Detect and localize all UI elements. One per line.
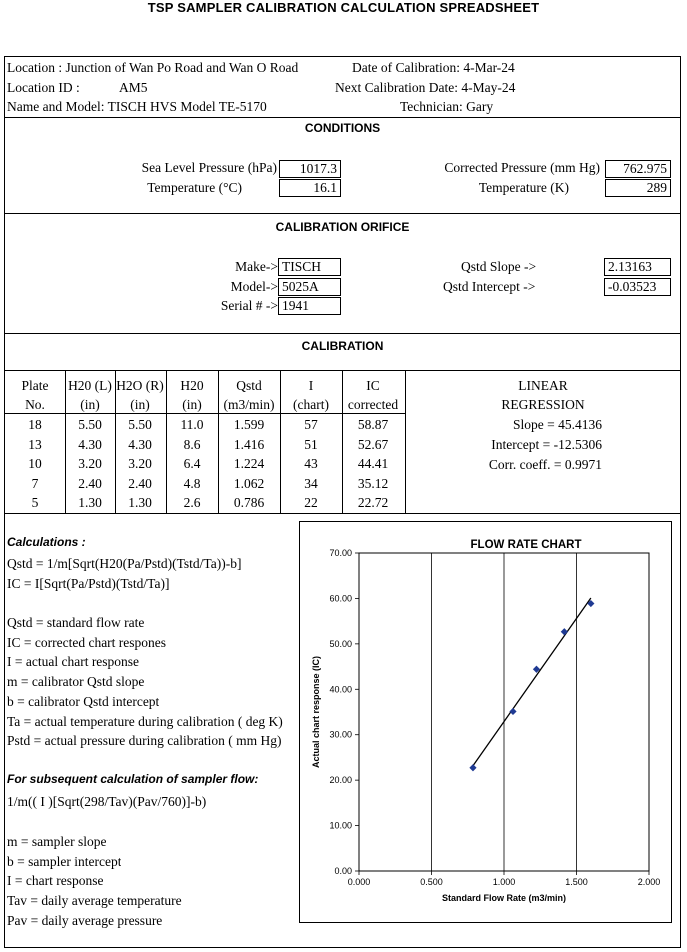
corrected-pressure-value: 762.975: [605, 160, 671, 178]
table-cell: 1.30: [78, 495, 102, 511]
table-cell: 2.6: [183, 495, 201, 511]
sheet-title: TSP SAMPLER CALIBRATION CALCULATION SPREADSHEET: [147, 0, 540, 15]
sea-level-pressure-label: Sea Level Pressure (hPa): [141, 160, 277, 175]
table-header-cell: corrected: [347, 397, 399, 412]
note-line: IC = I[Sqrt(Pa/Pstd)(Tstd/Ta)]: [7, 575, 170, 591]
note-line: Qstd = 1/m[Sqrt(H20(Pa/Pstd)(Tstd/Ta))-b]: [7, 556, 242, 571]
orifice-serial-value: 1941: [278, 297, 341, 315]
table-cell: 34: [304, 475, 318, 491]
divider: [4, 333, 681, 334]
regression-slope: Slope = 45.4136: [513, 417, 602, 432]
table-cell: 18: [28, 417, 42, 432]
divider: [4, 213, 681, 214]
location-text: Location : Junction of Wan Po Road and Wan O Road: [7, 60, 299, 75]
table-cell: 5.50: [78, 417, 102, 432]
table-cell: 4.30: [128, 436, 152, 452]
orifice-model-value: 5025A: [278, 278, 341, 296]
table-header-cell: No.: [25, 397, 45, 412]
y-axis-label: Actual chart response (IC): [311, 655, 321, 769]
table-cell: 44.41: [357, 456, 389, 472]
table-header-cell: (in): [130, 397, 150, 412]
x-axis-label: Standard Flow Rate (m3/min): [441, 893, 567, 903]
table-cell: 57: [304, 417, 318, 432]
note-line: Pstd = actual pressure during calibration ( mm Hg): [7, 733, 282, 749]
table-cell: 1.062: [233, 475, 265, 491]
note-line: Ta = actual temperature during calibration ( deg K): [7, 713, 283, 729]
table-header-cell: (m3/min): [223, 397, 275, 412]
regression-corr-coeff: Corr. coeff. = 0.9971: [488, 457, 602, 472]
table-cell: 22: [304, 495, 318, 511]
note-line: I = chart response: [7, 873, 104, 889]
location-id-label: Location ID :: [7, 80, 80, 95]
x-tick-label: 1.500: [565, 877, 588, 887]
table-cell: 51: [304, 436, 318, 452]
table-cell: 7: [31, 475, 39, 491]
table-cell: 43: [304, 456, 318, 472]
table-header-cell: Qstd: [236, 378, 262, 393]
table-cell: 1.224: [233, 456, 265, 472]
table-cell: 6.4: [183, 456, 201, 472]
table-header-divider: [4, 413, 405, 414]
x-tick-label: 2.000: [637, 877, 661, 887]
divider: [4, 513, 681, 514]
table-cell: 22.72: [357, 495, 389, 511]
corrected-pressure-label: Corrected Pressure (mm Hg): [444, 160, 600, 175]
table-header-cell: (in): [182, 397, 202, 412]
temperature-c-label: Temperature (°C): [147, 180, 242, 195]
y-tick-label: 70.00: [329, 548, 352, 558]
temperature-c-value: 16.1: [279, 179, 341, 197]
x-tick-label: 0.500: [420, 877, 443, 887]
table-header-cell: H20: [180, 378, 204, 393]
table-header-cell: H2O (R): [116, 378, 164, 393]
table-header-cell: (chart): [293, 397, 329, 412]
table-header-cell: I: [308, 378, 314, 393]
table-header-cell: (in): [80, 397, 100, 412]
flow-rate-chart: [299, 521, 672, 923]
next-calibration-date: Next Calibration Date: 4-May-24: [335, 80, 516, 95]
y-tick-label: 0.00: [334, 866, 352, 876]
table-cell: 1.30: [128, 495, 152, 511]
regression-heading-2: REGRESSION: [501, 397, 585, 412]
note-line: b = calibrator Qstd intercept: [7, 693, 160, 709]
table-cell: 2.40: [78, 475, 102, 491]
divider: [4, 117, 681, 118]
table-cell: 5.50: [128, 417, 152, 432]
sampler-flow-formula: 1/m(( I )[Sqrt(298/Tav)(Pav/760)]-b): [7, 794, 207, 809]
y-tick-label: 20.00: [329, 775, 352, 786]
table-cell: 11.0: [180, 417, 204, 432]
temperature-k-label: Temperature (K): [478, 180, 569, 195]
orifice-serial-label: Serial # ->: [220, 298, 278, 313]
table-header-cell: IC: [366, 378, 380, 393]
technician: Technician: Gary: [400, 99, 494, 114]
y-tick-label: 50.00: [329, 638, 352, 649]
table-cell: 35.12: [357, 475, 389, 491]
note-line: m = calibrator Qstd slope: [7, 674, 145, 690]
table-cell: 0.786: [233, 495, 265, 511]
trendline: [473, 598, 591, 766]
orifice-make-label: Make->: [235, 259, 278, 274]
table-cell: 3.20: [78, 456, 102, 472]
table-cell: 2.40: [128, 475, 152, 491]
table-cell: 4.30: [78, 436, 102, 452]
table-cell: 10: [28, 456, 42, 472]
data-point: [509, 708, 516, 715]
y-tick-label: 30.00: [329, 729, 352, 740]
chart-svg: [300, 522, 671, 922]
orifice-model-label: Model->: [230, 279, 278, 294]
table-header-cell: H20 (L): [68, 378, 112, 393]
table-cell: 52.67: [357, 436, 389, 452]
table-cell: 13: [28, 436, 42, 452]
note-line: I = actual chart response: [7, 654, 140, 670]
temperature-k-value: 289: [605, 179, 671, 197]
note-line: b = sampler intercept: [7, 853, 122, 869]
note-line: IC = corrected chart respones: [7, 634, 167, 650]
note-line: Tav = daily average temperature: [7, 893, 182, 909]
qstd-slope-label: Qstd Slope ->: [461, 259, 537, 274]
calibration-date: Date of Calibration: 4-Mar-24: [352, 60, 515, 75]
table-cell: 1.599: [233, 417, 265, 432]
table-cell: 4.8: [183, 475, 201, 491]
qstd-intercept-label: Qstd Intercept ->: [443, 279, 536, 294]
name-model-text: Name and Model: TISCH HVS Model TE-5170: [7, 99, 267, 114]
regression-intercept: Intercept = -12.5306: [491, 437, 602, 452]
table-header-cell: Plate: [21, 378, 49, 393]
note-line: Qstd = standard flow rate: [7, 615, 145, 630]
x-tick-label: 1.000: [492, 877, 516, 887]
calculations-heading: Calculations :: [7, 535, 86, 549]
data-point: [469, 764, 476, 771]
qstd-intercept-value: -0.03523: [604, 278, 671, 296]
chart-title: FLOW RATE CHART: [470, 539, 582, 551]
note-line: m = sampler slope: [7, 834, 107, 849]
qstd-slope-value: 2.13163: [604, 258, 671, 276]
orifice-make-value: TISCH: [278, 258, 341, 276]
y-tick-label: 10.00: [329, 820, 352, 831]
sea-level-pressure-value: 1017.3: [279, 160, 341, 178]
regression-heading-1: LINEAR: [518, 378, 568, 393]
calibration-heading: CALIBRATION: [301, 339, 384, 353]
x-tick-label: 0.000: [347, 877, 371, 887]
subsequent-heading: For subsequent calculation of sampler flow:: [7, 772, 259, 786]
table-cell: 58.87: [357, 417, 389, 432]
table-cell: 5: [31, 495, 39, 511]
y-tick-label: 60.00: [329, 593, 352, 604]
conditions-heading: CONDITIONS: [304, 121, 381, 135]
note-line: Pav = daily average pressure: [7, 912, 163, 928]
y-tick-label: 40.00: [329, 684, 352, 695]
orifice-heading: CALIBRATION ORIFICE: [275, 220, 410, 234]
data-point: [561, 628, 568, 635]
table-cell: 1.416: [233, 436, 265, 452]
table-cell: 8.6: [183, 436, 201, 452]
table-cell: 3.20: [128, 456, 152, 472]
location-id-value: AM5: [119, 80, 148, 95]
